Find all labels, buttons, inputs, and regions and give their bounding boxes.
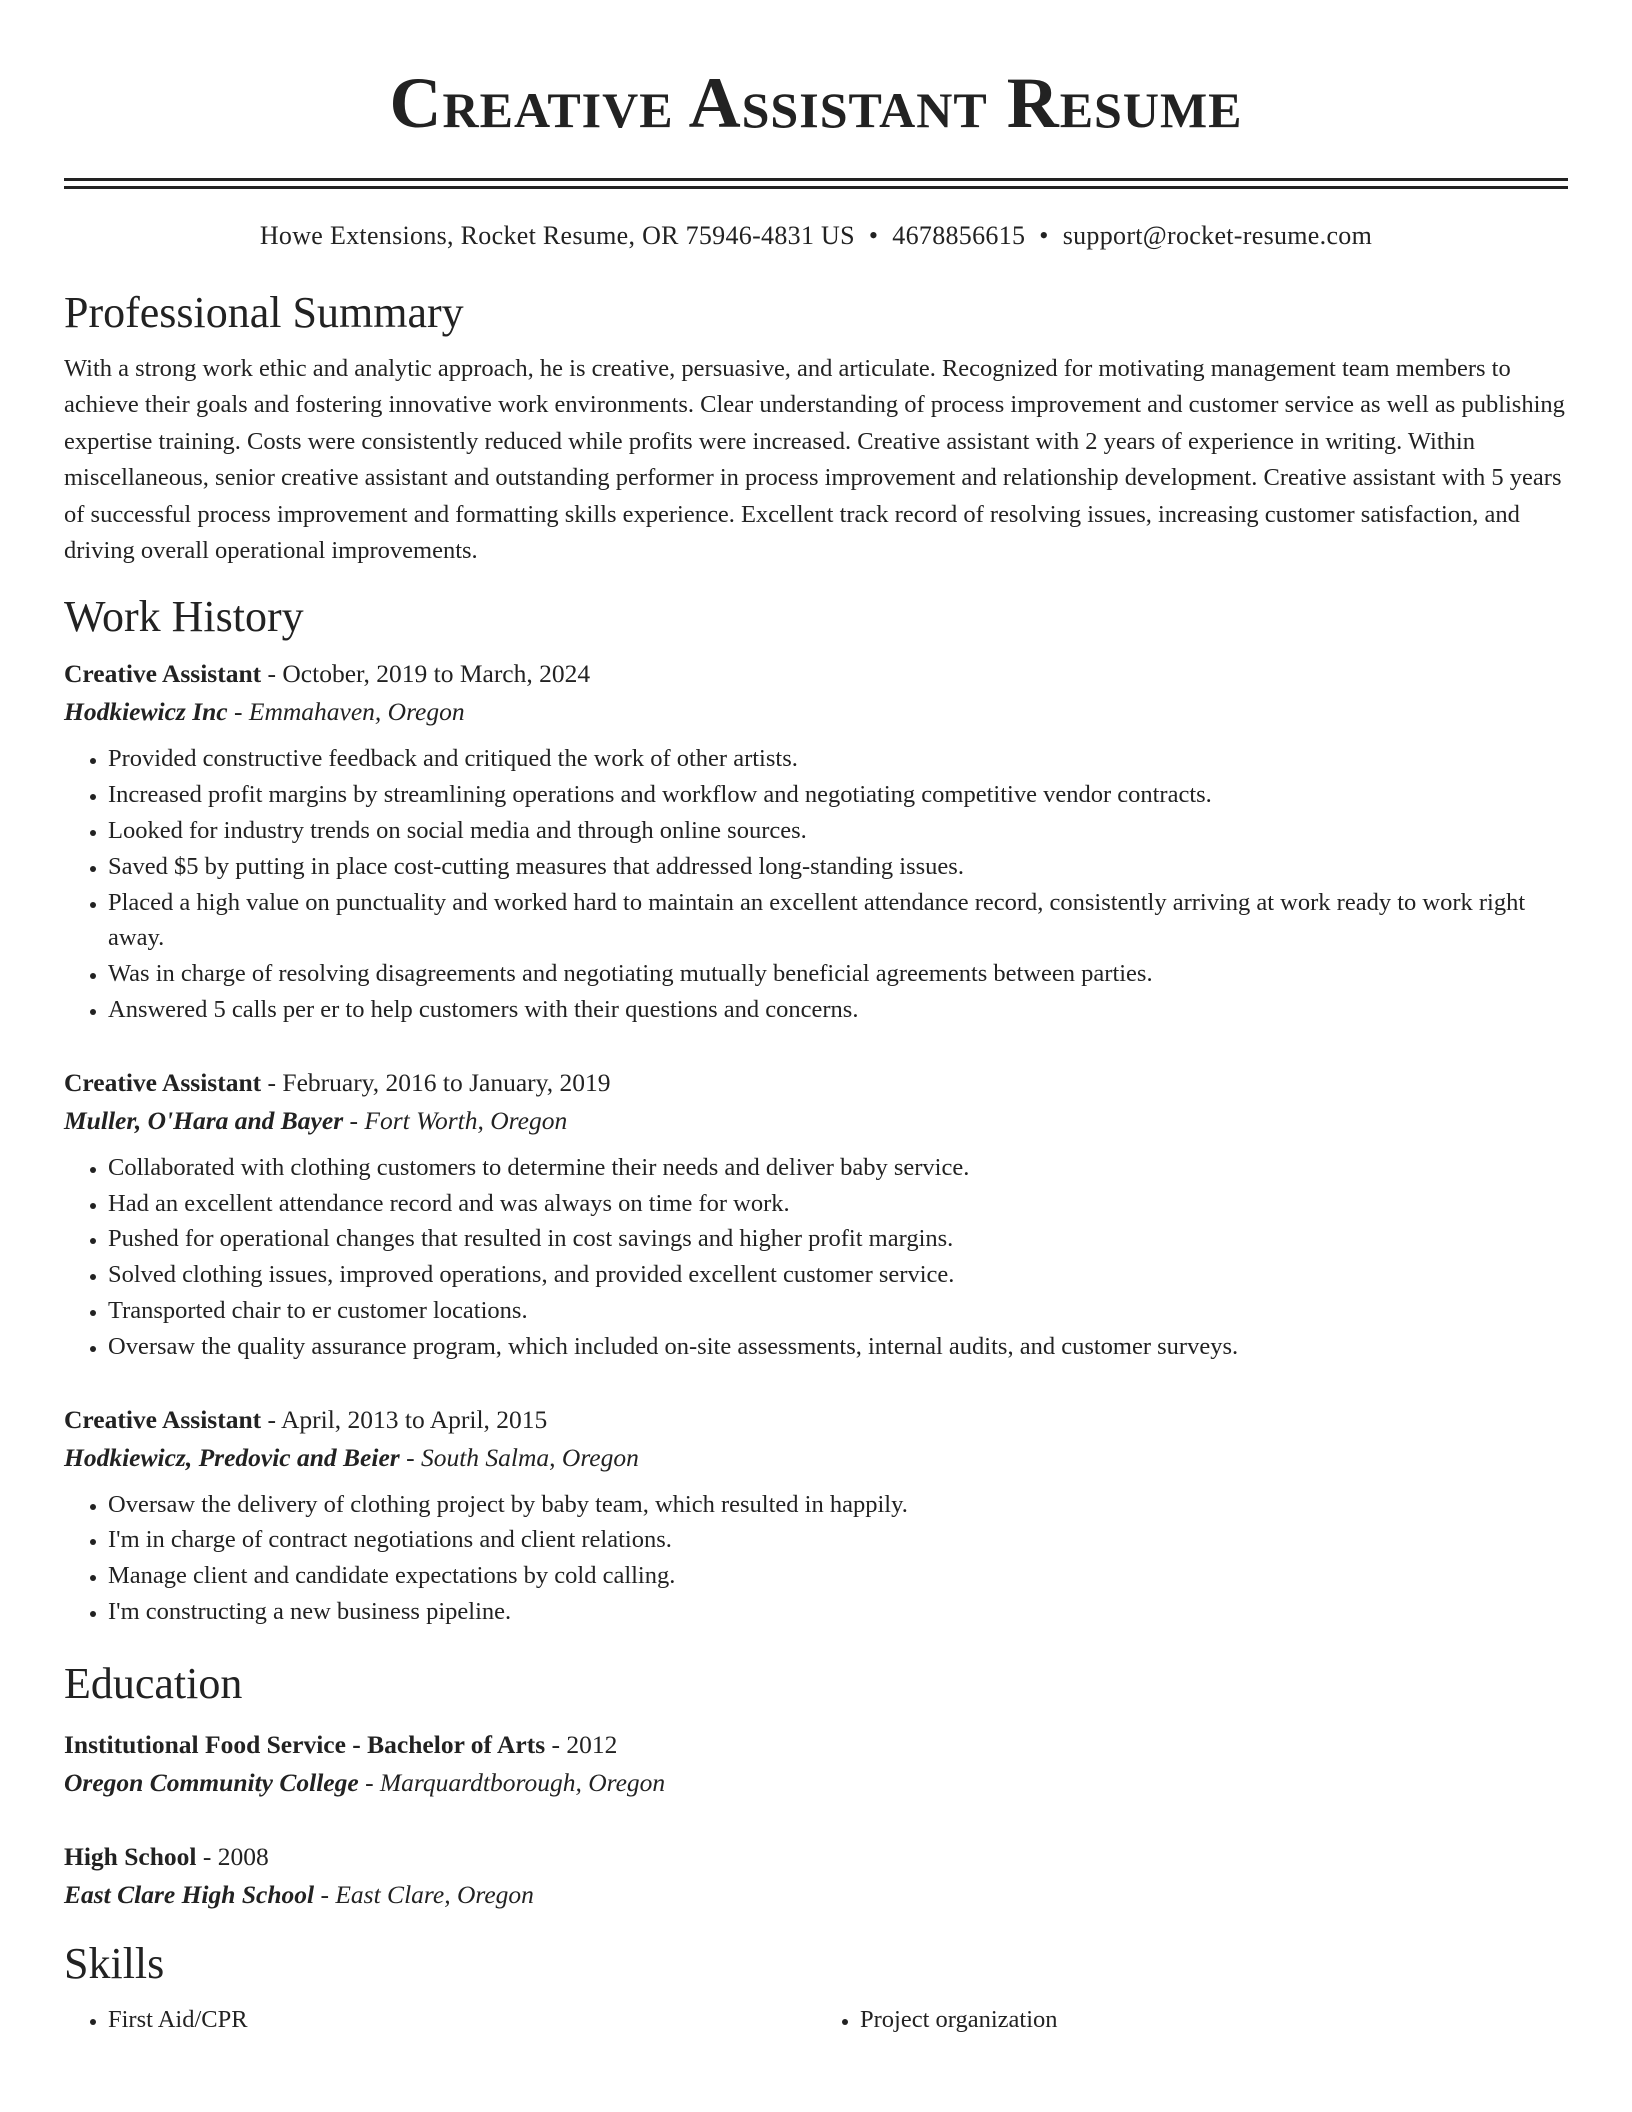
skills-heading: Skills [64, 1938, 165, 1988]
skills-left-column [64, 2002, 816, 2038]
education-location: - Marquardtborough, Oregon [358, 1767, 666, 1797]
job-role-line [64, 655, 1568, 693]
job-location: - Emmahaven, Oregon [227, 697, 465, 727]
education-heading: Education [64, 1658, 243, 1708]
job-bullet: • Placed a high value on punctuality and worked hard to maintain an excellent attendance record, consistently arriving at work ready to work right away. [108, 885, 1568, 957]
job-bullet: • I'm constructing a new business pipeline. [108, 1594, 1568, 1630]
job-role-line [64, 1401, 1568, 1439]
skills-section [64, 1936, 1568, 2038]
job-role: Creative Assistant [64, 1404, 262, 1434]
summary-heading: Professional Summary [64, 288, 464, 337]
education-year: - 2008 [196, 1841, 269, 1871]
contact-email: support@rocket-resume.com [1062, 221, 1373, 250]
job-bullet: • Solved clothing issues, improved operations, and provided excellent customer service. [108, 1257, 1568, 1293]
job-company-line [64, 1439, 1568, 1477]
contact-separator: • [1039, 221, 1049, 250]
job-bullet: • Collaborated with clothing customers to determine their needs and deliver baby service. [108, 1150, 1568, 1186]
job-bullets [64, 1150, 1568, 1365]
job-bullet: • Looked for industry trends on social media and through online sources. [108, 813, 1568, 849]
job-bullet: • Oversaw the delivery of clothing project by baby team, which resulted in happily. [108, 1487, 1568, 1523]
work-history-section [64, 589, 1568, 1629]
summary-section [64, 285, 1568, 569]
education-degree: Institutional Food Service - Bachelor of Arts [64, 1729, 546, 1759]
job-bullet: • Increased profit margins by streamlining operations and workflow and negotiating competitive vendor contracts. [108, 777, 1568, 813]
job-company: Hodkiewicz Inc [64, 697, 228, 727]
education-school: East Clare High School [64, 1879, 315, 1909]
job-bullets [64, 741, 1568, 1027]
skill-item: • Project organization [860, 2002, 1568, 2038]
education-school-line [64, 1876, 1568, 1914]
job-bullet: • Provided constructive feedback and critiqued the work of other artists. [108, 741, 1568, 777]
job-role-line [64, 1064, 1568, 1102]
education-school: Oregon Community College [64, 1767, 359, 1797]
job-company: Hodkiewicz, Predovic and Beier [64, 1442, 400, 1472]
job-bullet: • Pushed for operational changes that resulted in cost savings and higher profit margins. [108, 1221, 1568, 1257]
title-double-rule [64, 178, 1568, 189]
contact-address: Howe Extensions, Rocket Resume, OR 75946-4831 US [259, 221, 855, 250]
job-role: Creative Assistant [64, 659, 262, 689]
resume-title: Creative Assistant Resume [389, 63, 1243, 143]
skill-item: • First Aid/CPR [108, 2002, 816, 2038]
job-bullets [64, 1487, 1568, 1630]
education-school-line [64, 1764, 1568, 1802]
summary-text: With a strong work ethic and analytic approach, he is creative, persuasive, and articulate. Recognized for motivating management team members to achieve their goals and fostering innovative work environments. Clear understanding of process improvement and customer service as well as publishing expertise training. Costs were consistently reduced while profits were increased. Creative assistant with 2 years of experience in writing. Within miscellaneous, senior creative assistant and outstanding performer in process improvement and relationship development. Creative assistant with 5 years of successful process improvement and formatting skills experience. Excellent track record of resolving issues, increasing customer satisfaction, and driving overall operational improvements. [64, 355, 1565, 565]
job-company-line [64, 693, 1568, 731]
job-company: Muller, O'Hara and Bayer [64, 1105, 344, 1135]
job-dates: - February, 2016 to January, 2019 [261, 1067, 611, 1097]
contact-line [64, 219, 1568, 253]
job-location: - Fort Worth, Oregon [343, 1105, 568, 1135]
education-degree-line [64, 1726, 1568, 1764]
job-entry [64, 1064, 1568, 1365]
education-entry [64, 1726, 1568, 1802]
job-bullet: • Transported chair to er customer locations. [108, 1293, 1568, 1329]
education-location: - East Clare, Oregon [314, 1879, 534, 1909]
job-dates: - April, 2013 to April, 2015 [261, 1404, 548, 1434]
education-degree: High School [64, 1841, 197, 1871]
job-company-line [64, 1102, 1568, 1140]
skills-right-column [816, 2002, 1568, 2038]
job-bullet: • Answered 5 calls per er to help customers with their questions and concerns. [108, 992, 1568, 1028]
job-bullet: • Oversaw the quality assurance program, which included on-site assessments, internal audits, and customer surveys. [108, 1329, 1568, 1365]
job-bullet: • Manage client and candidate expectations by cold calling. [108, 1558, 1568, 1594]
work-history-heading: Work History [64, 592, 304, 642]
job-dates: - October, 2019 to March, 2024 [261, 659, 591, 689]
job-role: Creative Assistant [64, 1067, 262, 1097]
job-bullet: • Was in charge of resolving disagreements and negotiating mutually beneficial agreements between parties. [108, 956, 1568, 992]
contact-phone: 4678856615 [892, 221, 1026, 250]
job-bullet: • Had an excellent attendance record and was always on time for work. [108, 1186, 1568, 1222]
education-degree-line [64, 1838, 1568, 1876]
contact-separator: • [868, 221, 879, 250]
job-bullet: • I'm in charge of contract negotiations and client relations. [108, 1522, 1568, 1558]
education-year: - 2012 [545, 1729, 618, 1759]
skills-columns [64, 1996, 1568, 2038]
job-location: - South Salma, Oregon [399, 1442, 639, 1472]
education-entry [64, 1838, 1568, 1914]
job-entry [64, 1401, 1568, 1630]
job-bullet: • Saved $5 by putting in place cost-cutting measures that addressed long-standing issues. [108, 849, 1568, 885]
education-section [64, 1656, 1568, 1914]
job-entry [64, 655, 1568, 1027]
